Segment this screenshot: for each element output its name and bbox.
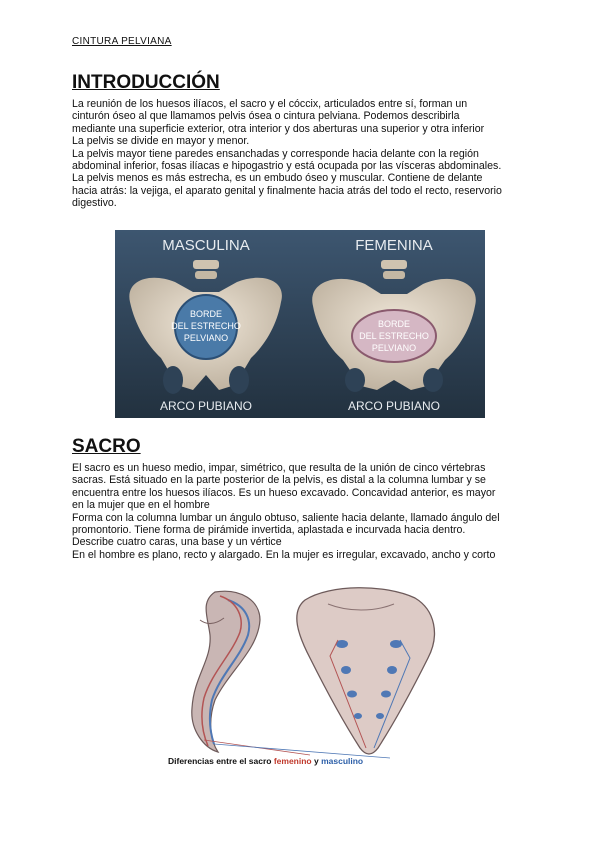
male-title: MASCULINA (162, 237, 250, 254)
female-title: FEMENINA (355, 237, 433, 254)
intro-line: La pelvis mayor tiene paredes ensanchadas y corresponde hacia delante con la región (72, 147, 479, 160)
sacrum-comparison-figure (160, 580, 445, 770)
sacro-line: encuentra entre los huesos ilíacos. Es un hueso excavado. Concavidad anterior, es mayor (72, 486, 496, 499)
caption-male: masculino (321, 756, 364, 766)
intro-line: hacia atrás: la vejiga, el aparato genital y finalmente hacia atrás del todo el recto, reservorio (72, 184, 502, 197)
male-inlet-label-3: PELVIANO (183, 333, 229, 343)
female-inlet-label-3: PELVIANO (371, 343, 417, 353)
sacro-line: En el hombre es plano, recto y alargado. En la mujer es irregular, excavado, ancho y corto (72, 548, 496, 561)
intro-line: digestivo. (72, 197, 117, 210)
intro-line: cinturón óseo al que llamamos pelvis ósea o cintura pelviana. Podemos describirla (72, 110, 460, 123)
caption-female: femenino (273, 756, 312, 766)
sacro-line: en la mujer que en el hombre (72, 499, 210, 512)
sacro-heading: SACRO (72, 436, 141, 457)
caption-prefix: Diferencias entre el sacro (168, 756, 274, 766)
male-inlet-label-2: DEL ESTRECHO (171, 321, 241, 331)
page-header: CINTURA PELVIANA (72, 36, 172, 47)
sacrum-lateral-illustration (192, 591, 260, 752)
intro-paragraph (72, 98, 532, 210)
sacro-line: Describe cuatro caras, una base y un vértice (72, 536, 282, 549)
sacro-line: promontorio. Tiene forma de pirámide invertida, aplastada e incurvada hacia dentro. (72, 524, 466, 537)
male-arch-label: ARCO PUBIANO (159, 399, 253, 413)
intro-line: La reunión de los huesos ilíacos, el sacro y el cóccix, articulados entre sí, forman un (72, 98, 468, 110)
intro-heading: INTRODUCCIÓN (72, 72, 220, 93)
male-inlet-label-1: BORDE (189, 309, 223, 319)
sacrum-caption (168, 756, 363, 766)
sacro-line: El sacro es un hueso medio, impar, simétrico, que resulta de la unión de cinco vértebras (72, 462, 486, 474)
sacro-paragraph (72, 462, 532, 561)
intro-line: La pelvis menos es más estrecha, es un embudo óseo y muscular. Contiene de delante (72, 172, 483, 185)
sacro-line: sacras. Está situado en la parte posterior de la pelvis, es distal a la columna lumbar y se (72, 474, 486, 487)
pelvis-comparison-figure (115, 230, 485, 418)
female-inlet-label-1: BORDE (377, 319, 411, 329)
caption-joiner: y (311, 756, 322, 766)
intro-line: abdominal inferior, fosas ilíacas e hipogastrio y está ocupada por las vísceras abdominales. (72, 160, 502, 173)
female-inlet-label-2: DEL ESTRECHO (359, 331, 429, 341)
female-arch-label: ARCO PUBIANO (347, 399, 441, 413)
intro-line: mediante una superficie exterior, otra interior y dos aberturas una superior y otra inferior (72, 122, 485, 135)
sacrum-anterior-illustration (297, 588, 435, 754)
sacro-line: Forma con la columna lumbar un ángulo obtuso, saliente hacia delante, llamado ángulo del (72, 511, 500, 524)
intro-line: La pelvis se divide en mayor y menor. (72, 135, 250, 148)
